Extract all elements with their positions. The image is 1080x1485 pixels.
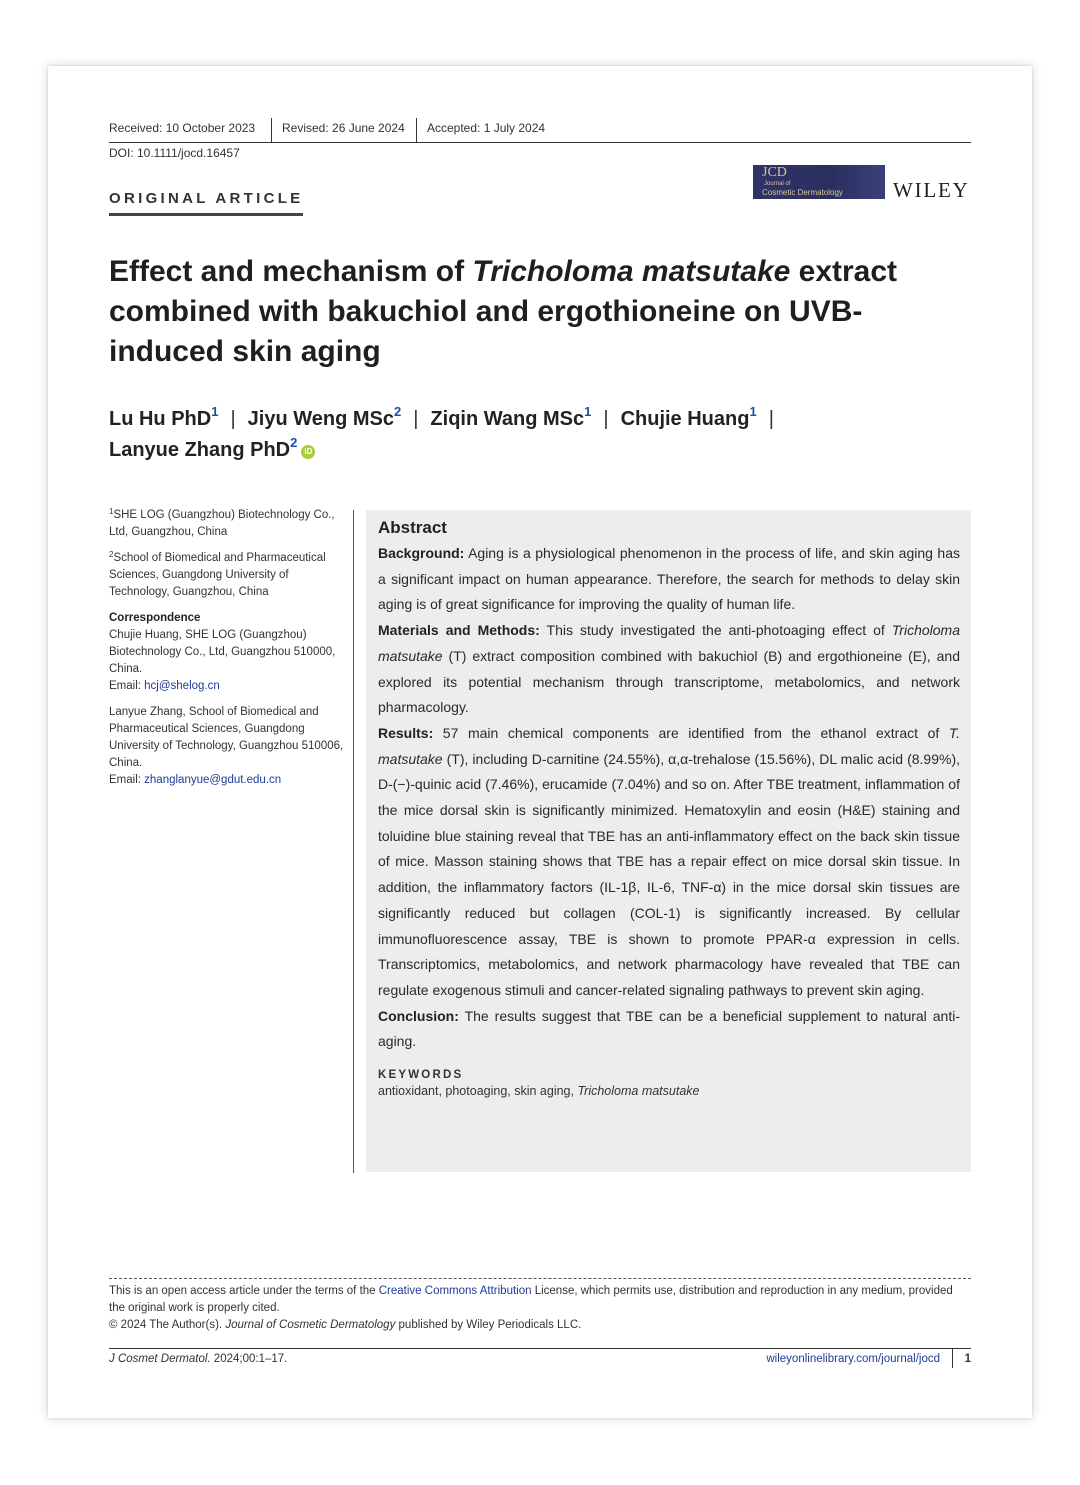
correspondence-entry: Chujie Huang, SHE LOG (Guangzhou) Biotechnology Co., Ltd, Guangzhou 510000, China. Email: hcj@shelog.cn: [109, 629, 336, 692]
author-affil-sup[interactable]: 1: [211, 404, 219, 419]
author-affil-sup[interactable]: 1: [584, 404, 592, 419]
abstract-conclusion: Conclusion: The results suggest that TBE can be a beneficial supplement to natural anti-aging.: [378, 1007, 960, 1050]
journal-logo-line2: Cosmetic Dermatology: [762, 188, 843, 197]
orcid-icon[interactable]: iD: [301, 445, 315, 459]
affiliation: $^2$School of Biomedical and Pharmaceutical Sciences, Guangdong University of Technology, Guangzhou, China: [109, 550, 326, 598]
accepted-date: Accepted: 1 July 2024: [427, 121, 546, 135]
affiliation: $^1$SHE LOG (Guangzhou) Biotechnology Co., Ltd, Guangzhou, China: [109, 507, 335, 538]
date-separator: [416, 118, 417, 142]
revised-date: Revised: 26 June 2024: [282, 121, 405, 135]
title-text: extract combined with bakuchiol and ergothioneine on UVB-induced skin aging: [109, 255, 898, 368]
abstract-methods: Materials and Methods: This study investigated the anti-photoaging effect of Tricholoma matsutake (T) extract composition combined with bakuchiol (B) and ergothioneine (E), and explored its potential mechanism through transcriptome, metabolomics, and network pharmacology.: [378, 622, 960, 716]
page-number: 1: [964, 1353, 971, 1365]
email-link[interactable]: hcj@shelog.cn: [144, 680, 220, 692]
article-type: ORIGINAL ARTICLE: [109, 190, 303, 216]
dates-bar: [109, 120, 971, 143]
publisher-logo: WILEY: [893, 178, 970, 202]
title-text: Effect and mechanism of: [109, 255, 473, 288]
author[interactable]: Lu Hu PhD$^1$: [109, 404, 219, 430]
author[interactable]: Lanyue Zhang PhD$^2$: [109, 435, 298, 461]
affiliations-column: [109, 507, 344, 798]
author-affil-sup[interactable]: 1: [749, 404, 757, 419]
email-link[interactable]: zhanglanyue@gdut.edu.cn: [144, 774, 282, 786]
citation: J Cosmet Dermatol. 2024;00:1–17.: [109, 1353, 288, 1365]
author[interactable]: Ziqin Wang MSc$^1$: [430, 404, 592, 430]
correspondence-entry: Lanyue Zhang, School of Biomedical and Pharmaceutical Sciences, Guangdong University of Technology, Guangzhou 510006, China. Email: zhanglanyue@gdut.edu.cn: [109, 706, 344, 786]
journal-logo-line1: Journal of: [764, 181, 791, 187]
author-affil-sup[interactable]: 2: [393, 404, 402, 419]
received-date: Received: 10 October 2023: [109, 121, 256, 135]
license-footer: This is an open access article under the terms of the Creative Commons Attribution License, which permits use, distribution and reproduction in any medium, provided the original work is properly cited. © 2024 The Author(s). Journal of Cosmetic Dermatology published by Wiley Periodicals LLC.: [109, 1278, 971, 1334]
column-divider: [353, 510, 354, 1173]
page-number-divider: [952, 1349, 953, 1368]
date-separator: [271, 118, 272, 142]
author[interactable]: Jiyu Weng MSc$^2$: [247, 404, 402, 430]
page-footer: [109, 1348, 971, 1365]
author-list: Lu Hu PhD$^1$ | Jiyu Weng MSc$^2$ | Ziqin Wang MSc$^1$ | Chujie Huang$^1$ | Lanyue Zhang PhD$^2$iD: [109, 404, 774, 461]
abstract-heading: Abstract: [378, 518, 447, 537]
paper-page: [48, 66, 1032, 1418]
correspondence-title: Correspondence: [109, 612, 201, 624]
abstract-results: Results: 57 main chemical components are identified from the ethanol extract of T. matsutake (T), including D-carnitine (24.55%), α,α-trehalose (15.56%), DL malic acid (8.99%), D-(−)-quinic acid (7.46%), erucamide (7.04%) and so on. After TBE treatment, inflammation of the mice dorsal skin is significantly minimized. Hematoxylin and eosin (H&E) staining and toluidine blue staining reveal that TBE has an anti-inflammatory effect on the back skin tissue of mice. Masson staining shows that TBE has a repair effect on mice dorsal skin tissue. In addition, the inflammatory factors (IL-1β, IL-6, TNF-α) in the mice dorsal skin tissues are significantly reduced but collagen (COL-1) is significantly increased. By cellular immunofluorescence assay, TBE is shown to promote PPAR-α expression in cells. Transcriptomics, metabolomics, and network pharmacology have revealed that TBE can regulate exogenous stimuli and cancer-related signaling pathways to prevent skin aging.: [378, 724, 960, 998]
abstract-background: Background: Aging is a physiological phenomenon in the process of life, and skin aging has a significant impact on human appearance. Therefore, the search for methods to delay skin aging is of great significance for improving the quality of human life.: [378, 545, 960, 613]
author[interactable]: Chujie Huang$^1$: [620, 404, 757, 430]
abstract-box: [366, 510, 971, 1172]
license-link[interactable]: Creative Commons Attribution: [378, 1285, 532, 1297]
journal-logo: [753, 165, 885, 199]
article-title: [109, 252, 971, 372]
title-species: Tricholoma matsutake: [472, 255, 791, 288]
doi: DOI: 10.1111/jocd.16457: [109, 146, 240, 160]
keywords: antioxidant, photoaging, skin aging, Tricholoma matsutake: [378, 1084, 700, 1099]
journal-logo-abbr: JCD: [762, 165, 787, 180]
author-affil-sup[interactable]: 2: [290, 435, 298, 450]
page-content: [109, 66, 971, 1418]
journal-url-link[interactable]: wileyonlinelibrary.com/journal/jocd: [766, 1353, 940, 1365]
keywords-title: KEYWORDS: [378, 1069, 464, 1082]
